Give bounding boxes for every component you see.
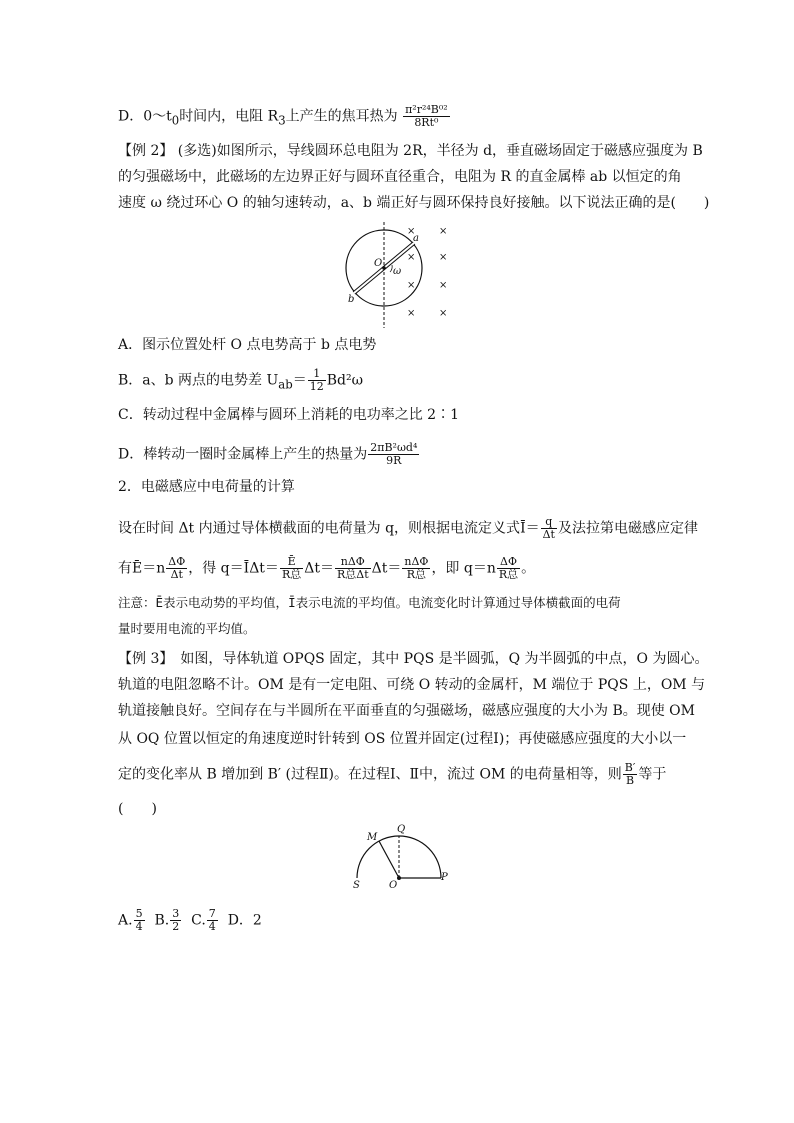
text: D．0～t [118,108,172,125]
example2-option-c: C．转动过程中金属棒与圆环上消耗的电功率之比 2∶1 [118,407,459,423]
example2-option-b [118,368,363,393]
numerator: 1 [308,368,326,381]
numerator-emf: Ē [280,556,303,569]
option-d-label: D．2 [227,912,262,929]
text: 表示电流的平均值。电流变化时计算通过导体横截面的电荷 [295,595,621,610]
example2-option-d [118,442,420,467]
fraction [497,556,520,581]
example2-figure [330,218,460,330]
text: Δt＝ [371,560,402,577]
numerator: nΔΦ [404,555,429,568]
label-b: b [348,294,355,305]
fraction [335,556,371,581]
text: B．a、b 两点的电势差 U [118,372,279,389]
numerator: 3 [172,907,180,920]
cross: × [439,252,448,263]
denominator: B [626,774,635,787]
section2-heading: 2．电磁感应中电荷量的计算 [118,479,295,495]
example2-line1: 【例 2】 (多选)如图所示，导线圆环总电阻为 2R，半径为 d，垂直磁场固定于磁感应强度为 B [118,143,703,159]
example3-line6: ( ) [118,801,157,817]
fraction [166,556,187,581]
numerator: 7 [208,907,216,920]
text: 时间内，电阻 R [179,108,279,125]
text: ＝ [292,372,307,389]
option-a-label: A. [118,912,133,929]
example3-options [118,908,262,933]
fraction [402,556,430,581]
example3-line5 [118,762,666,787]
text: 有 [118,560,132,577]
fraction [308,368,326,393]
cross: × [407,308,416,319]
numerator: π²r²⁴B⁰² [405,103,448,116]
cross: × [407,280,416,291]
text: Bd²ω [326,372,363,389]
text: 等于 [638,766,667,783]
denominator: 9R [386,454,402,467]
subscript: ab [278,377,293,392]
option-c-label: C. [191,912,206,929]
subscript: 0 [171,113,180,128]
fraction [403,104,450,129]
denominator: R总 [406,568,427,581]
text: ，即 q＝n [431,560,496,577]
text: Δt＝ [304,560,334,577]
label-p: P [441,872,448,883]
semicircle-track-diagram [345,822,455,890]
text: 上产生的焦耳热为 [285,108,398,125]
text: ＝ [525,520,540,537]
numerator: q [541,516,557,529]
label-a: a [413,233,419,244]
text: ＝n [142,560,166,577]
numerator: nΔΦ [335,556,371,569]
text: 表示电动势的平均值， [163,595,289,610]
text: 设在时间 Δt 内通过导体横截面的电荷量为 q，则根据电流定义式 [118,520,521,537]
cross: × [439,308,448,319]
label-omega: ω [393,266,402,277]
rotating-rod-diagram [330,218,460,330]
text: Δt＝ [249,560,279,577]
denominator: Δt [542,528,555,541]
numerator: ΔΦ [497,556,520,569]
denominator: R总 [498,568,519,581]
mean-current-symbol: Ī [520,520,526,537]
example3-line3: 轨道接触良好。空间存在与半圆所在平面垂直的匀强磁场，磁感应强度的大小为 B。现使 OM [118,703,695,719]
numerator: ΔΦ [168,555,186,568]
text: 注意： [118,595,156,610]
mean-current-symbol: Ī [243,560,250,577]
example3-line2: 轨道的电阻忽略不计。OM 是有一定电阻、可绕 O 转动的金属杆，M 端位于 PQS 上，OM 与 [118,677,706,693]
pivot-o [397,876,401,880]
mean-emf-symbol: Ē [132,560,143,577]
mean-current-symbol: Ī [288,595,296,610]
cross: × [439,280,448,291]
numerator: 5 [135,907,143,920]
denominator: R总 [281,568,302,581]
rod-om [379,841,399,878]
example3-line4: 从 OQ 位置以恒定的角速度逆时针转到 OS 位置并固定(过程Ⅰ)；再使磁感应强度的大小以一 [118,731,687,747]
cross: × [407,252,416,263]
label-m: M [367,832,378,843]
example2-line3: 速度 ω 绕过环心 O 的轴匀速转动，a、b 端正好与圆环保持良好接触。以下说法正确的是( ) [118,195,710,211]
fraction [207,908,218,933]
q1-option-d [118,104,451,129]
text: 及法拉第电磁感应定律 [557,520,698,537]
section2-note2: 量时要用电流的平均值。 [118,621,256,636]
example2-option-a: A．图示位置处杆 O 点电势高于 b 点电势 [118,337,377,353]
cross: × [407,226,416,237]
text: 。 [521,560,536,577]
text: D．棒转动一圈时金属棒上产生的热量为 [118,446,368,463]
numerator: B′ [624,761,636,774]
subscript: 3 [278,113,286,128]
example3-line1: 【例 3】 如图，导体轨道 OPQS 固定，其中 PQS 是半圆弧，Q 为半圆弧的中点，O 为圆心。 [118,651,709,667]
denominator: 4 [135,920,143,933]
denominator: Δt [170,568,183,581]
cross: × [439,226,448,237]
example3-figure [345,822,455,890]
denominator: 4 [208,920,216,933]
fraction [280,556,303,581]
mean-emf-symbol: Ē [155,595,164,610]
section2-para1 [118,516,698,541]
denominator: R总Δt [336,568,369,581]
section2-note1 [118,594,621,612]
numerator: 2πB²ωd⁴ [370,441,418,454]
fraction [623,762,638,787]
example2-line2: 的匀强磁场中，此磁场的左边界正好与圆环直径重合，电阻为 R 的直金属棒 ab 以恒定的角 [118,169,682,185]
text: 定的变化率从 B 增加到 B′ (过程Ⅱ)。在过程Ⅰ、Ⅱ中，流过 OM 的电荷量相等，则 [118,766,622,783]
denominator: 2 [172,920,180,933]
text: ，得 q＝ [188,560,244,577]
label-s: S [353,880,360,890]
denominator: 8Rt⁰ [414,116,439,129]
label-o: O [374,258,383,269]
rotation-arrow [390,265,392,272]
pivot-o [382,266,386,270]
label-o: O [389,880,398,890]
denominator: 12 [309,380,324,393]
option-b-label: B. [154,912,170,929]
fraction [541,516,557,541]
label-q: Q [397,824,406,835]
section2-para2 [118,556,535,581]
fraction [134,908,145,933]
fraction [170,908,181,933]
fraction [368,442,419,467]
